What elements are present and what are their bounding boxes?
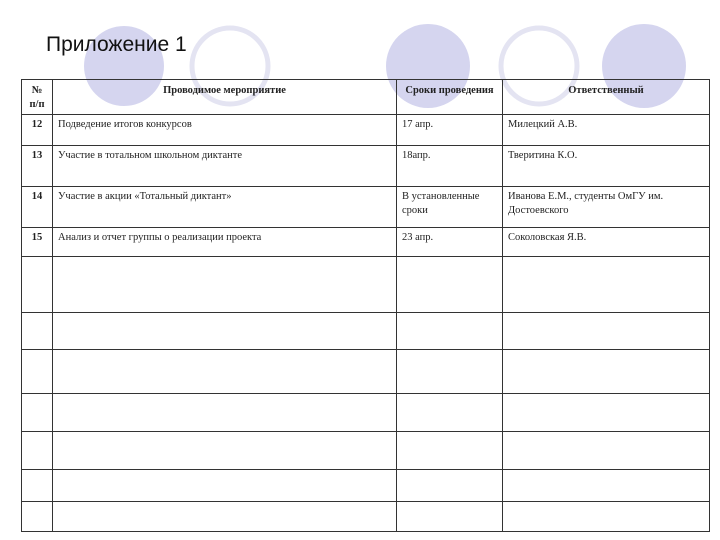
- slide-title: Приложение 1: [46, 33, 187, 56]
- empty-cell: [397, 350, 503, 394]
- row-dates: В установленные сроки: [397, 187, 503, 228]
- header-event: Проводимое мероприятие: [53, 80, 397, 115]
- table-row-empty: [22, 394, 710, 432]
- row-responsible: Соколовская Я.В.: [503, 228, 710, 257]
- row-responsible: Милецкий А.В.: [503, 115, 710, 146]
- empty-cell: [503, 257, 710, 313]
- table-row: [22, 228, 710, 257]
- table-header-row: [22, 80, 710, 115]
- table-row: [22, 146, 710, 187]
- empty-cell: [53, 470, 397, 502]
- empty-cell: [53, 502, 397, 532]
- row-event: Анализ и отчет группы о реализации проекта: [53, 228, 397, 257]
- empty-cell: [503, 313, 710, 350]
- row-responsible: Тверитина К.О.: [503, 146, 710, 187]
- row-num: 12: [22, 115, 53, 146]
- empty-cell: [22, 470, 53, 502]
- row-event: Подведение итогов конкурсов: [53, 115, 397, 146]
- row-event: Участие в акции «Тотальный диктант»: [53, 187, 397, 228]
- events-table: [21, 79, 710, 532]
- table-row-empty: [22, 470, 710, 502]
- table-row: [22, 187, 710, 228]
- row-dates: 18апр.: [397, 146, 503, 187]
- row-dates: 23 апр.: [397, 228, 503, 257]
- empty-cell: [503, 432, 710, 470]
- empty-cell: [53, 313, 397, 350]
- table-row-empty: [22, 350, 710, 394]
- empty-cell: [22, 394, 53, 432]
- table-row-empty: [22, 432, 710, 470]
- empty-cell: [53, 257, 397, 313]
- empty-cell: [503, 394, 710, 432]
- table-row-empty: [22, 313, 710, 350]
- table-row-empty: [22, 502, 710, 532]
- empty-cell: [397, 394, 503, 432]
- header-num: № п/п: [22, 80, 53, 115]
- row-num: 15: [22, 228, 53, 257]
- row-num: 13: [22, 146, 53, 187]
- empty-cell: [503, 350, 710, 394]
- empty-cell: [397, 432, 503, 470]
- row-responsible: Иванова Е.М., студенты ОмГУ им. Достоевского: [503, 187, 710, 228]
- empty-cell: [22, 313, 53, 350]
- row-num: 14: [22, 187, 53, 228]
- empty-cell: [503, 502, 710, 532]
- row-dates: 17 апр.: [397, 115, 503, 146]
- empty-cell: [22, 257, 53, 313]
- table-row: [22, 115, 710, 146]
- empty-cell: [53, 350, 397, 394]
- empty-cell: [503, 470, 710, 502]
- empty-cell: [397, 502, 503, 532]
- empty-cell: [22, 350, 53, 394]
- table-row-empty: [22, 257, 710, 313]
- empty-cell: [397, 257, 503, 313]
- empty-cell: [22, 432, 53, 470]
- empty-cell: [22, 502, 53, 532]
- row-event: Участие в тотальном школьном диктанте: [53, 146, 397, 187]
- empty-cell: [53, 432, 397, 470]
- header-dates: Сроки проведения: [397, 80, 503, 115]
- header-responsible: Ответственный: [503, 80, 710, 115]
- empty-cell: [397, 470, 503, 502]
- empty-cell: [397, 313, 503, 350]
- empty-cell: [53, 394, 397, 432]
